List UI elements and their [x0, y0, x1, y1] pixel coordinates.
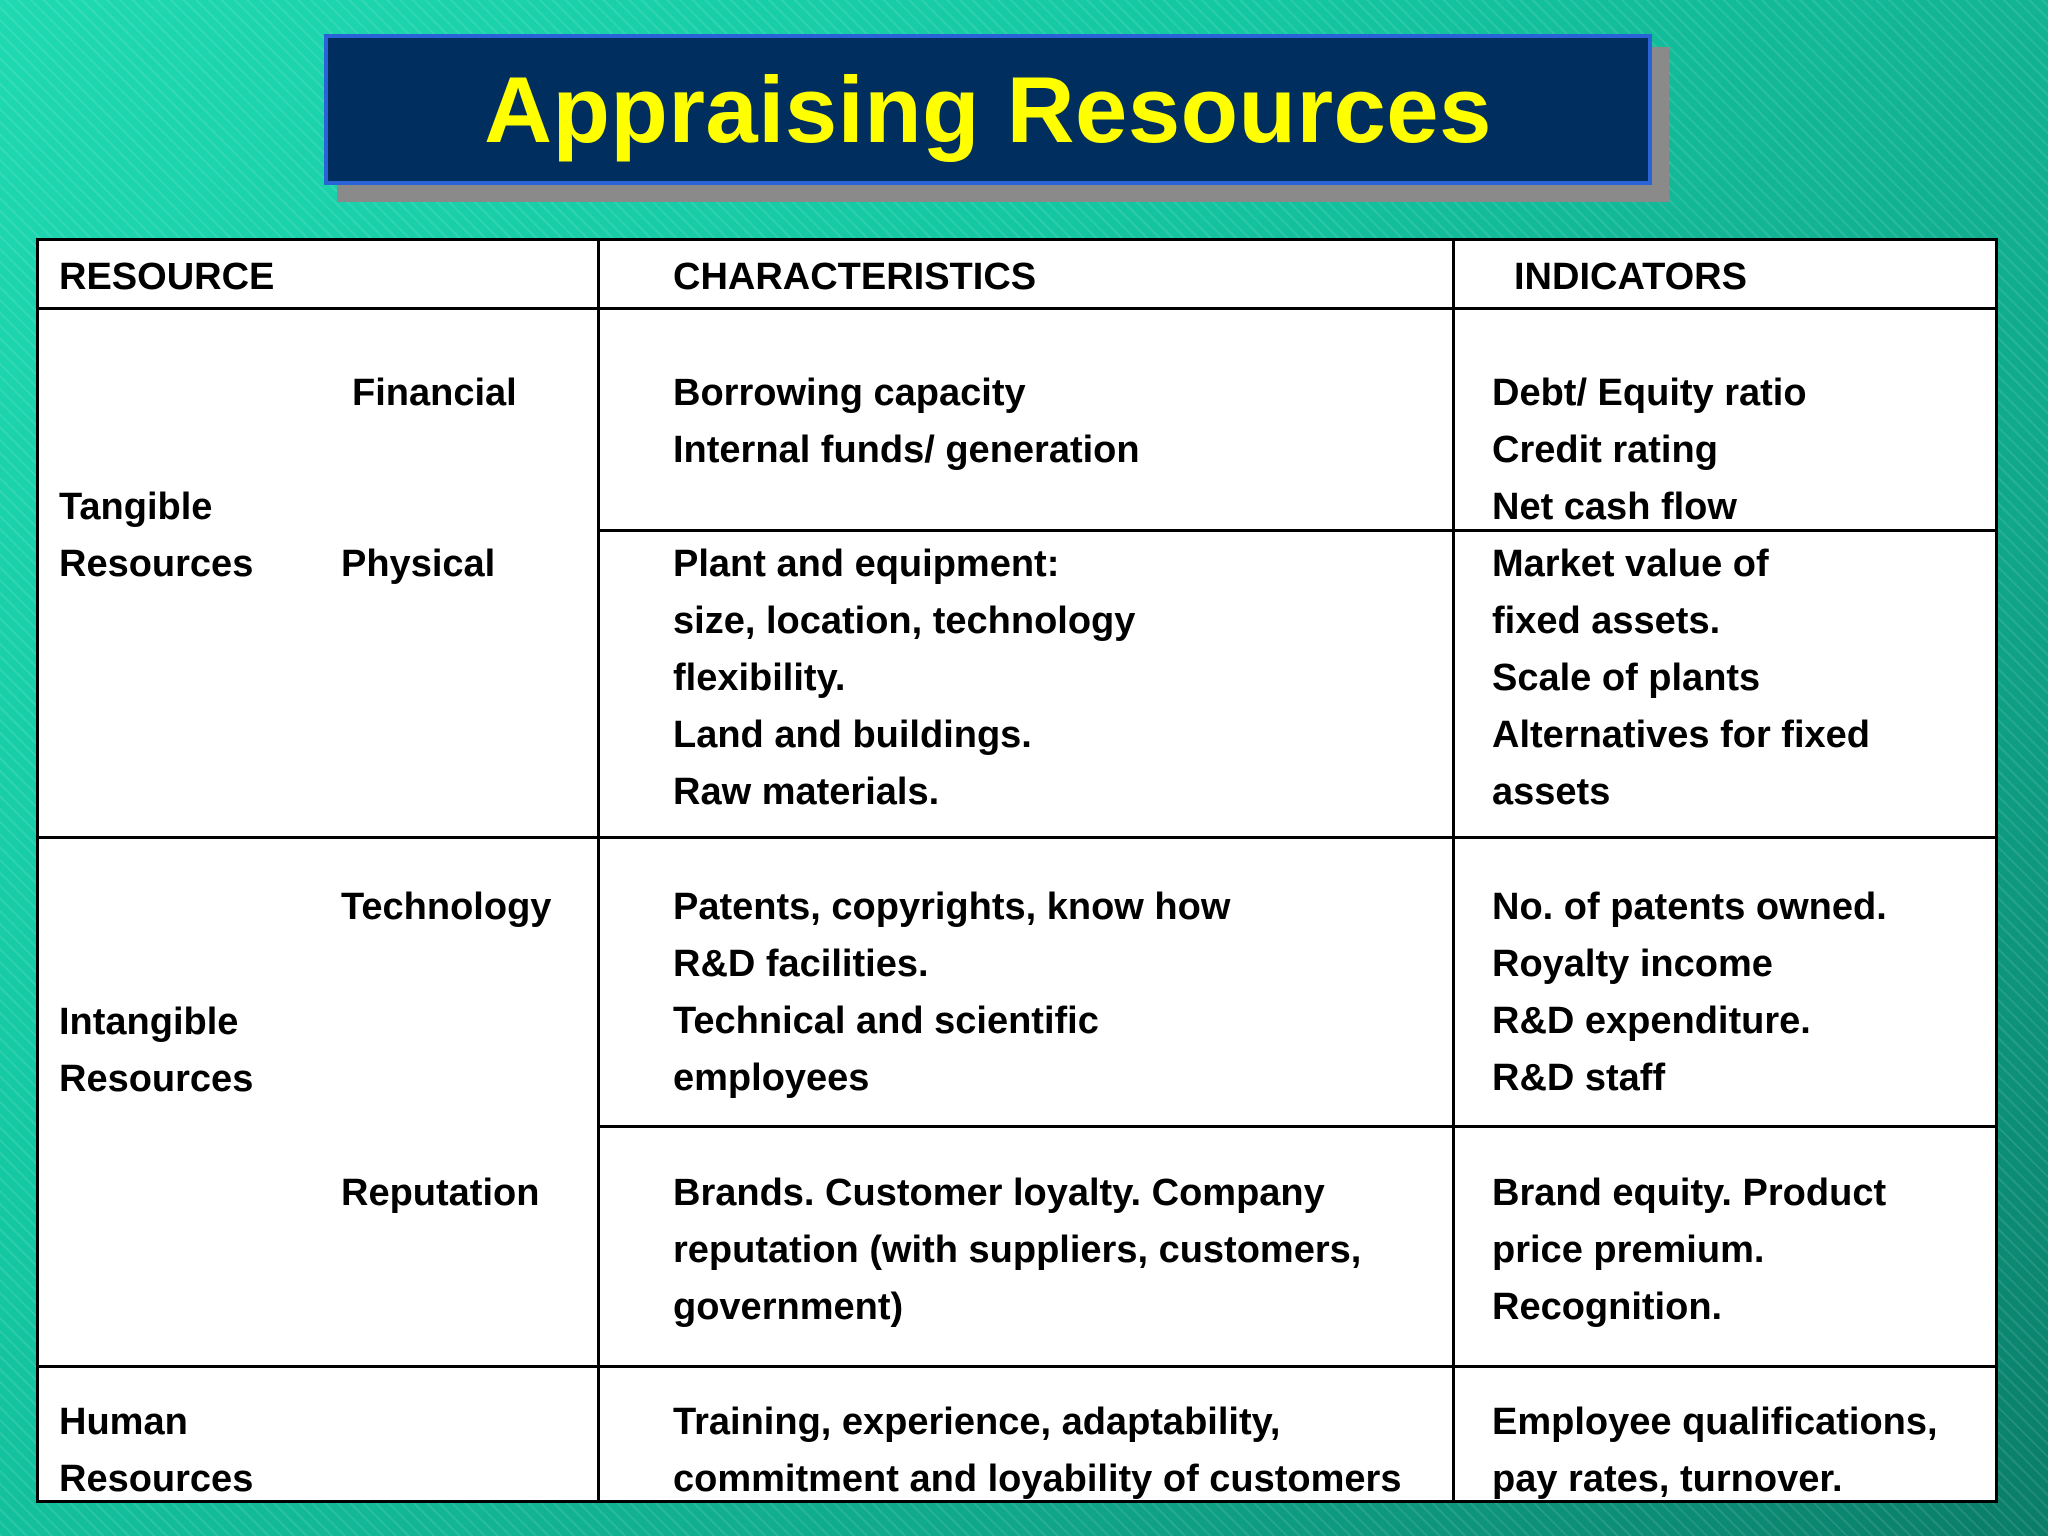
group-label-intangible: Intangible Resources — [59, 1001, 254, 1100]
characteristics-reputation: Brands. Customer loyalty. Company reputation (with suppliers, customers, government) — [673, 1172, 1362, 1328]
type-label-reputation: Reputation — [341, 1172, 540, 1214]
column-divider-2 — [1452, 241, 1455, 1500]
indicators-financial: Debt/ Equity ratio Credit rating Net cash flow — [1492, 372, 1807, 528]
type-label-financial: Financial — [352, 372, 517, 414]
group-label-human: Human Resources — [59, 1401, 254, 1500]
row-divider-tangible-intangible — [39, 836, 1995, 839]
column-divider-1 — [597, 241, 600, 1500]
indicators-technology: No. of patents owned. Royalty income R&D expenditure. R&D staff — [1492, 886, 1887, 1099]
characteristics-human: Training, experience, adaptability, commitment and loyability of customers — [673, 1401, 1402, 1500]
row-divider-intangible-human — [39, 1365, 1995, 1368]
indicators-human: Employee qualifications, pay rates, turnover. — [1492, 1401, 1938, 1500]
header-resource: RESOURCE — [59, 256, 275, 298]
header-indicators: INDICATORS — [1514, 256, 1747, 298]
header-divider — [39, 307, 1995, 310]
characteristics-physical: Plant and equipment: size, location, technology flexibility. Land and buildings. Raw materials. — [673, 543, 1136, 813]
title-banner — [324, 34, 1652, 185]
indicators-physical: Market value of fixed assets. Scale of plants Alternatives for fixed assets — [1492, 543, 1870, 813]
header-characteristics: CHARACTERISTICS — [673, 256, 1037, 298]
page-title: Appraising Resources — [484, 56, 1492, 162]
type-label-physical: Physical — [341, 543, 496, 585]
characteristics-technology: Patents, copyrights, know how R&D facilities. Technical and scientific employees — [673, 886, 1231, 1099]
type-label-technology: Technology — [341, 886, 552, 928]
row-divider-technology-reputation — [597, 1125, 1995, 1128]
resources-table — [36, 238, 1998, 1503]
indicators-reputation: Brand equity. Product price premium. Recognition. — [1492, 1172, 1887, 1328]
characteristics-financial: Borrowing capacity Internal funds/ generation — [673, 372, 1140, 471]
group-label-tangible: Tangible Resources — [59, 486, 254, 585]
